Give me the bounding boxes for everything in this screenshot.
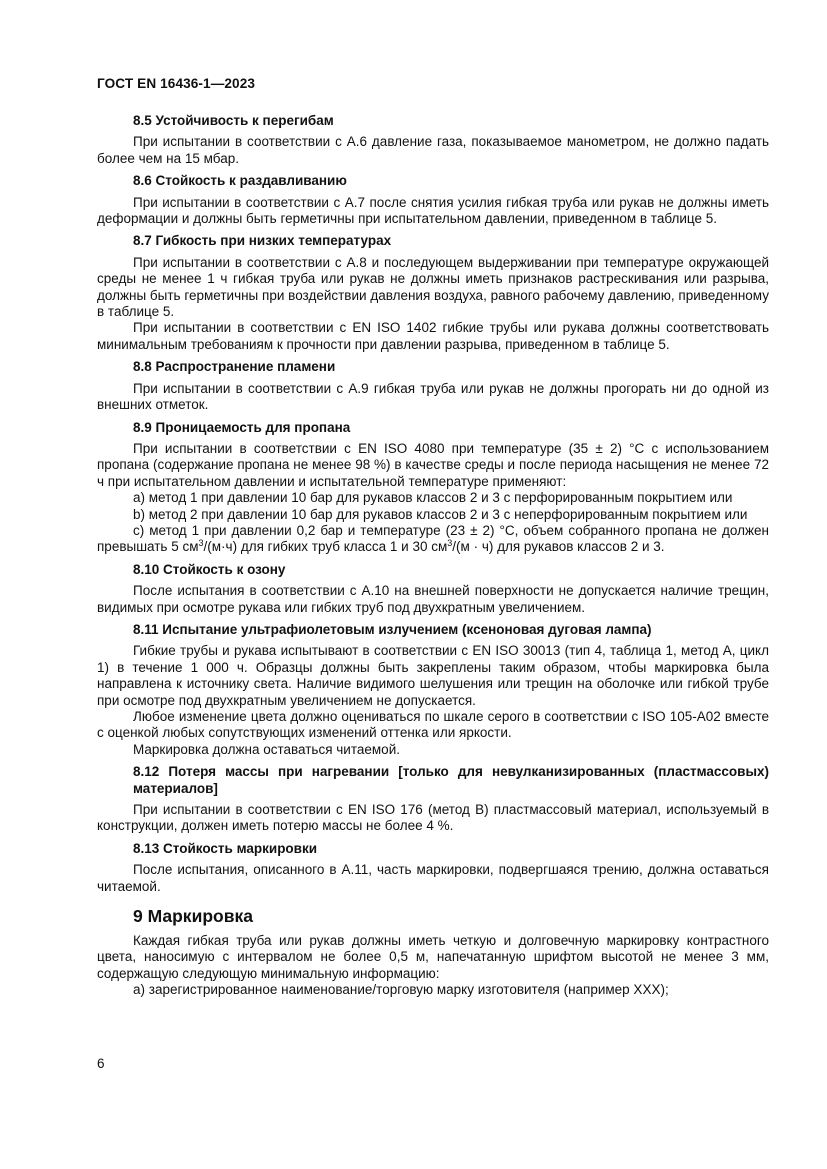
section-8-11-title: 8.11 Испытание ультрафиолетовым излучением (ксеноновая дуговая лампа) (133, 621, 652, 637)
section-8-10-title: 8.10 Стойкость к озону (133, 561, 286, 577)
section-8-7-text-1: При испытании в соответствии с А.8 и последующем выдерживании при температуре окружающей среды не менее 1 ч гибкая труба или рукав не должны иметь признаков растрескивания или разрыва, должны быть герметичны при воздействии давления воздуха, равного рабочему давлению, приведенному в таблице 5. (97, 254, 769, 320)
section-8-7-text-2: При испытании в соответствии с EN ISO 1402 гибкие трубы или рукава должны соответствовать минимальным требованиям к прочности при давлении разрыва, приведенном в таблице 5. (97, 320, 769, 352)
section-8-11-text-1: Гибкие трубы и рукава испытывают в соответствии с EN ISO 30013 (тип 4, таблица 1, метод А, цикл 1) в течение 1 000 ч. Образцы должны быть закреплены таким образом, чтобы маркировка была направлена к источнику света. Наличие видимого шелушения или трещин на оболочке или гибкой трубе при осмотре под двухкратным увеличением не допускается. (97, 643, 769, 708)
section-8-7-title: 8.7 Гибкость при низких температурах (133, 233, 392, 249)
section-8-9-item-a: a) метод 1 при давлении 10 бар для рукавов классов 2 и 3 с перфорированным покрытием или (133, 490, 733, 506)
section-9-item-a: a) зарегистрированное наименование/торговую марку изготовителя (например ХХХ); (133, 982, 669, 998)
item-c-part-1: c) метод 1 при давлении 0,2 бар и температуре (23 ± 2) °С, объем собранного пропана не должен превышать 5 см (97, 522, 769, 555)
page-number: 6 (97, 1056, 105, 1071)
item-c-part-3: /(м · ч) для рукавов классов 2 и 3. (452, 539, 665, 555)
section-8-12-text: При испытании в соответствии с EN ISO 176 (метод В) пластмассовый материал, используемый в конструкции, должен иметь потерю массы не более 4 %. (97, 802, 769, 834)
document-header: ГОСТ EN 16436-1—2023 (97, 76, 256, 91)
section-8-6-title: 8.6 Стойкость к раздавливанию (133, 173, 347, 189)
superscript-exponent: 3 (198, 538, 204, 549)
section-8-13-title: 8.13 Стойкость маркировки (133, 840, 318, 856)
section-8-9-text: При испытании в соответствии с EN ISO 4080 при температуре (35 ± 2) °С с использованием пропана (содержание пропана не менее 98 %) в качестве среды и после периода насыщения не менее 72 ч при испытательном давлении и испытательной температуре применяют: (97, 440, 769, 489)
section-8-9-item-b: b) метод 2 при давлении 10 бар для рукавов классов 2 и 3 с неперфорированным покрытием или (133, 506, 748, 522)
section-9-heading: 9 Маркировка (133, 906, 253, 927)
section-8-5-title: 8.5 Устойчивость к перегибам (133, 113, 334, 128)
section-8-6-text: При испытании в соответствии с А.7 после снятия усилия гибкая труба или рукав не должны иметь деформации и должны быть герметичны при испытательном давлении, приведенном в таблице 5. (97, 194, 769, 227)
section-8-12-title: 8.12 Потеря массы при нагревании [только для невулканизированных (пластмассовых) материалов] (133, 764, 769, 796)
superscript-exponent: 3 (447, 538, 453, 549)
section-8-8-text: При испытании в соответствии с А.9 гибкая труба или рукав не должны прогорать ни до одной из внешних отметок. (97, 380, 769, 413)
section-8-8-title: 8.8 Распространение пламени (133, 359, 336, 375)
section-8-11-text-2: Любое изменение цвета должно оцениваться по шкале серого в соответствии с ISO 105-A02 вместе с оценкой любых сопутствующих изменений оттенка или яркости. (97, 709, 769, 741)
section-8-11-text-3: Маркировка должна оставаться читаемой. (133, 741, 400, 757)
section-8-9-title: 8.9 Проницаемость для пропана (133, 419, 351, 435)
item-c-part-2: /(м·ч) для гибких труб класса 1 и 30 см (203, 539, 448, 555)
document-body (97, 113, 769, 999)
section-9-text: Каждая гибкая труба или рукав должны иметь четкую и долговечную маркировку контрастного цвета, наносимую с интервалом не более 0,5 м, напечатанную шрифтом высотой не менее 3 мм, содержащую следующую минимальную информацию: (97, 933, 769, 981)
section-8-9-item-c (97, 523, 769, 556)
section-8-5-text: При испытании в соответствии с А.6 давление газа, показываемое манометром, не должно падать более чем на 15 мбар. (97, 134, 769, 166)
section-8-10-text: После испытания в соответствии с А.10 на внешней поверхности не допускается наличие трещин, видимых при осмотре рукава или гибких труб под двухкратным увеличением. (97, 583, 769, 615)
section-8-13-text: После испытания, описанного в А.11, часть маркировки, подвергшаяся трению, должна оставаться читаемой. (97, 862, 769, 894)
